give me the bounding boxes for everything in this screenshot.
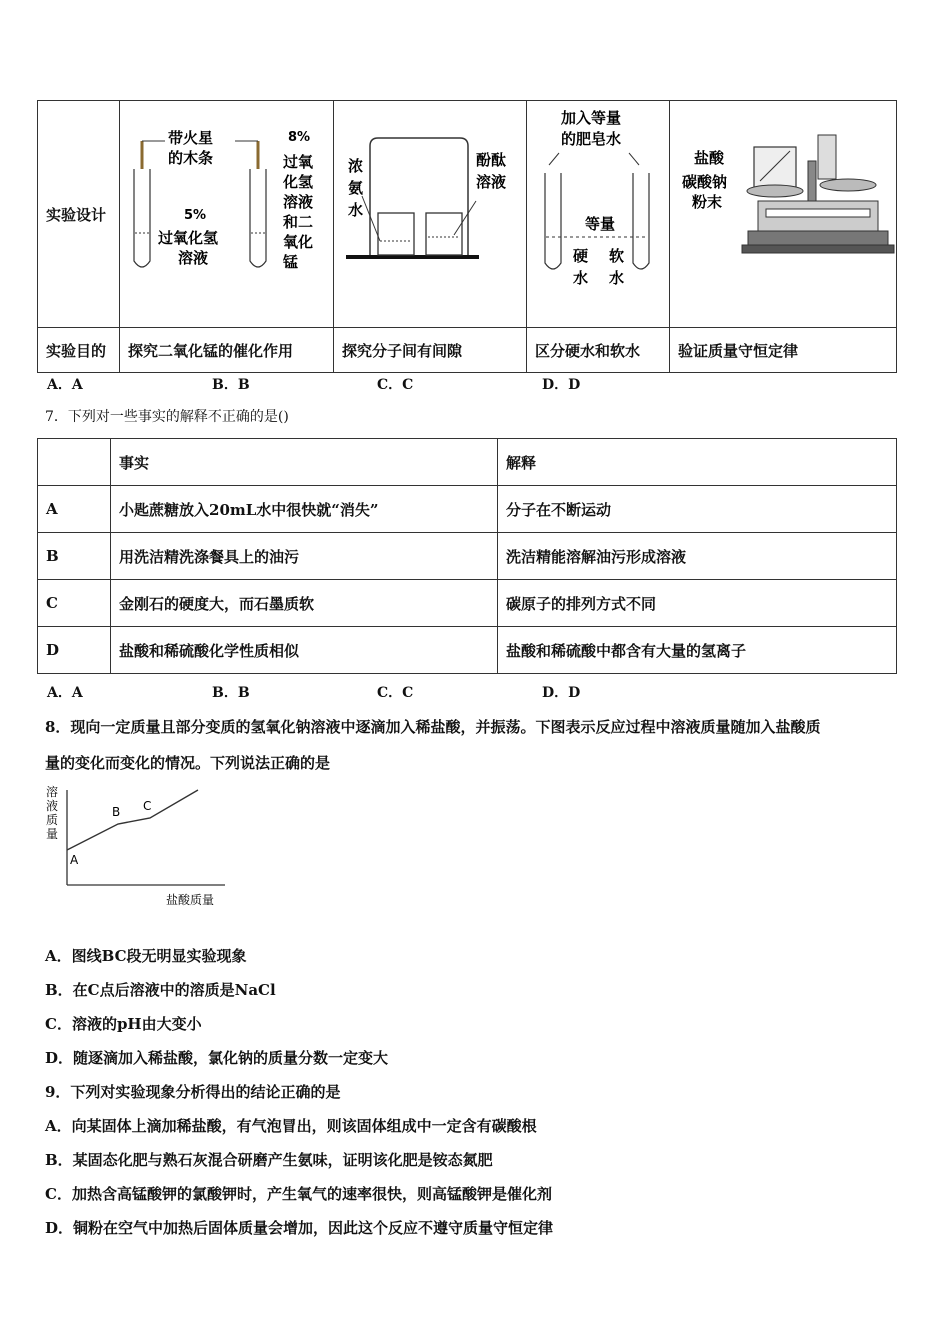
q7-option-b[interactable]: B．B <box>212 685 250 701</box>
row-explain: 盐酸和稀硫酸中都含有大量的氢离子 <box>498 627 897 674</box>
q9-option-d[interactable]: D．铜粉在空气中加热后固体质量会增加，因此这个反应不遵守质量守恒定律 <box>45 1219 554 1237</box>
row-fact: 用洗洁精洗涤餐具上的油污 <box>111 533 498 580</box>
soap-label: 加入等量的肥皂水 <box>561 109 622 148</box>
q8-graph <box>40 782 240 912</box>
diagram-balance <box>670 101 897 328</box>
table-row <box>38 580 897 627</box>
q9-stem: 9．下列对实验现象分析得出的结论正确的是 <box>45 1083 341 1101</box>
q6-option-b[interactable]: B．B <box>212 377 250 393</box>
graph-point-c: C <box>143 799 152 813</box>
q7-option-c[interactable]: C．C <box>377 685 414 701</box>
row-fact: 小匙蔗糖放入20mL水中很快就“消失” <box>111 486 498 533</box>
purpose-b: 探究分子间有间隙 <box>334 328 527 373</box>
experiment-table <box>37 100 897 373</box>
purpose-a: 探究二氧化锰的催化作用 <box>120 328 334 373</box>
q6-option-a[interactable]: A．A <box>47 377 83 393</box>
q7-option-a[interactable]: A．A <box>47 685 83 701</box>
q8-option-d[interactable]: D．随逐滴加入稀盐酸，氯化钠的质量分数一定变大 <box>45 1049 389 1067</box>
row-letter: C <box>38 580 111 627</box>
row-label-design: 实验设计 <box>38 101 120 328</box>
water-diagram <box>527 101 669 323</box>
table-row <box>38 533 897 580</box>
row-letter: B <box>38 533 111 580</box>
pct8-label: 8% <box>288 130 311 145</box>
q8-option-a[interactable]: A．图线BC段无明显实验现象 <box>45 947 247 965</box>
phenol-label: 酚酞溶液 <box>476 151 507 191</box>
q7-option-d[interactable]: D．D <box>542 685 581 701</box>
equal-label: 等量 <box>585 215 616 233</box>
q8-option-c[interactable]: C．溶液的pH由大变小 <box>45 1015 202 1033</box>
pct5-label: 5% <box>184 208 207 223</box>
stick-label: 带火星的木条 <box>168 129 214 167</box>
graph-point-b: B <box>112 805 121 819</box>
balance-diagram <box>670 101 896 323</box>
row-explain: 碳原子的排列方式不同 <box>498 580 897 627</box>
graph-point-a: A <box>70 853 79 867</box>
q8-option-b[interactable]: B．在C点后溶液中的溶质是NaCl <box>45 981 276 999</box>
q9-option-b[interactable]: B．某固态化肥与熟石灰混合研磨产生氨味，证明该化肥是铵态氮肥 <box>45 1151 493 1169</box>
row-label-purpose: 实验目的 <box>38 328 120 373</box>
ammonia-diagram <box>334 101 526 323</box>
acid-label: 盐酸 <box>694 149 725 167</box>
row-letter: D <box>38 627 111 674</box>
carbonate-label: 碳酸钠粉末 <box>682 173 728 211</box>
fact-header-fact: 事实 <box>111 439 498 486</box>
q9-option-c[interactable]: C．加热含高锰酸钾的氯酸钾时，产生氧气的速率很快，则高锰酸钾是催化剂 <box>45 1185 552 1203</box>
soft-label: 软水 <box>609 247 625 287</box>
q7-stem: 7．下列对一些事实的解释不正确的是() <box>45 409 289 425</box>
diagram-catalysis <box>120 101 334 328</box>
q9-option-a[interactable]: A．向某固体上滴加稀盐酸，有气泡冒出，则该固体组成中一定含有碳酸根 <box>45 1117 537 1135</box>
fact-header-explain: 解释 <box>498 439 897 486</box>
right-label: 过氧化氢溶液和二氧化锰 <box>283 153 314 271</box>
purpose-c: 区分硬水和软水 <box>527 328 670 373</box>
table-row <box>38 486 897 533</box>
q6-option-d[interactable]: D．D <box>542 377 581 393</box>
fact-table <box>37 438 897 674</box>
q8-stem-line1: 8．现向一定质量且部分变质的氢氧化钠溶液中逐滴加入稀盐酸，并振荡。下图表示反应过程中溶液质量随加入盐酸质 <box>45 718 821 736</box>
table-row <box>38 627 897 674</box>
diagram-ammonia <box>334 101 527 328</box>
catalysis-diagram <box>120 101 333 323</box>
h2o2-label: 过氧化氢溶液 <box>158 229 219 267</box>
fact-header-blank <box>38 439 111 486</box>
row-fact: 金刚石的硬度大，而石墨质软 <box>111 580 498 627</box>
row-explain: 分子在不断运动 <box>498 486 897 533</box>
row-fact: 盐酸和稀硫酸化学性质相似 <box>111 627 498 674</box>
graph-ylabel: 溶液质量 <box>46 785 59 841</box>
row-explain: 洗洁精能溶解油污形成溶液 <box>498 533 897 580</box>
q8-stem-line2: 量的变化而变化的情况。下列说法正确的是 <box>45 754 331 772</box>
q6-option-c[interactable]: C．C <box>377 377 414 393</box>
graph-xlabel: 盐酸质量 <box>166 893 215 907</box>
ammonia-label: 浓氨水 <box>348 157 364 219</box>
purpose-d: 验证质量守恒定律 <box>670 328 897 373</box>
diagram-water <box>527 101 670 328</box>
row-letter: A <box>38 486 111 533</box>
hard-label: 硬水 <box>573 247 589 287</box>
